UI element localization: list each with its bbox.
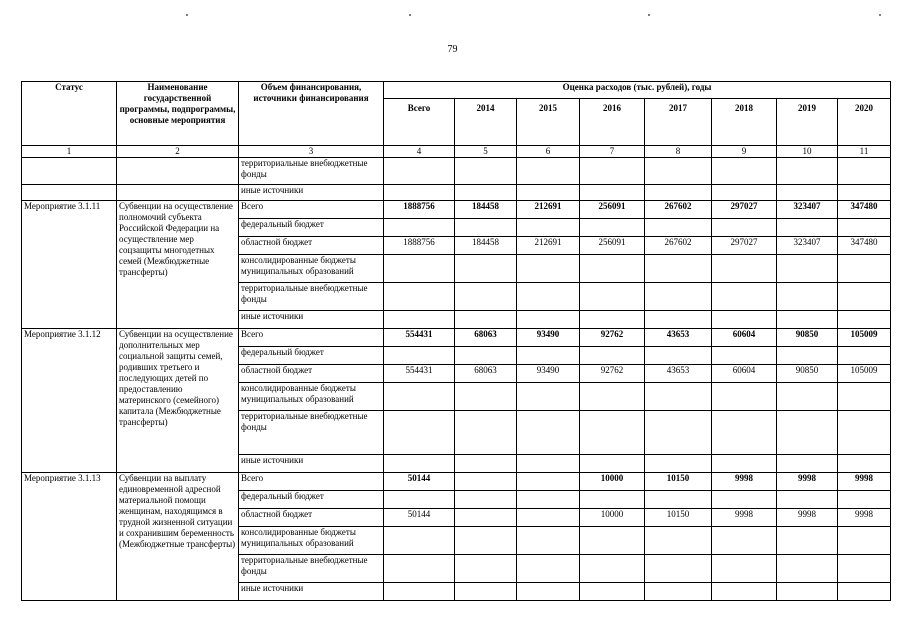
value-cell: 68063 xyxy=(455,329,517,347)
value-cell xyxy=(712,527,777,555)
value-cell xyxy=(777,455,838,473)
value-cell: 60604 xyxy=(712,365,777,383)
value-cell: 323407 xyxy=(777,201,838,219)
value-cell xyxy=(777,491,838,509)
value-cell xyxy=(645,347,712,365)
value-cell xyxy=(712,347,777,365)
value-cell xyxy=(777,527,838,555)
scan-speck xyxy=(186,14,188,16)
value-cell: 10150 xyxy=(645,473,712,491)
value-cell: 92762 xyxy=(580,365,645,383)
value-cell: 43653 xyxy=(645,365,712,383)
value-cell xyxy=(838,158,891,185)
value-cell xyxy=(580,583,645,601)
value-cell xyxy=(645,411,712,455)
source-cell: консолидированные бюджеты муниципальных образований xyxy=(239,255,384,283)
value-cell: 9998 xyxy=(838,473,891,491)
value-cell: 50144 xyxy=(384,509,455,527)
value-cell xyxy=(838,383,891,411)
value-cell: 93490 xyxy=(517,329,580,347)
value-cell xyxy=(712,283,777,311)
value-cell xyxy=(645,491,712,509)
value-cell xyxy=(580,383,645,411)
value-cell: 267602 xyxy=(645,237,712,255)
value-cell: 60604 xyxy=(712,329,777,347)
source-cell: территориальные внебюджетные фонды xyxy=(239,411,384,455)
value-cell xyxy=(384,219,455,237)
value-cell xyxy=(580,185,645,201)
column-number: 7 xyxy=(580,146,645,158)
header-year: 2018 xyxy=(712,99,777,146)
value-cell xyxy=(645,185,712,201)
value-cell xyxy=(712,455,777,473)
header-year: 2019 xyxy=(777,99,838,146)
value-cell xyxy=(712,411,777,455)
value-cell xyxy=(838,219,891,237)
header-name: Наименование государственной программы, подпрограммы, основные мероприятия xyxy=(117,82,239,146)
value-cell xyxy=(712,255,777,283)
value-cell xyxy=(384,158,455,185)
source-cell: иные источники xyxy=(239,455,384,473)
source-cell: областной бюджет xyxy=(239,365,384,383)
value-cell: 10150 xyxy=(645,509,712,527)
column-number: 3 xyxy=(239,146,384,158)
scan-speck xyxy=(409,14,411,16)
value-cell xyxy=(838,491,891,509)
value-cell xyxy=(838,255,891,283)
value-cell xyxy=(455,411,517,455)
value-cell xyxy=(455,158,517,185)
value-cell xyxy=(580,555,645,583)
value-cell xyxy=(517,583,580,601)
table-row xyxy=(22,329,891,347)
value-cell xyxy=(580,455,645,473)
value-cell xyxy=(645,158,712,185)
value-cell xyxy=(517,411,580,455)
value-cell xyxy=(455,455,517,473)
header-estimate: Оценка расходов (тыс. рублей), годы xyxy=(384,82,891,99)
value-cell: 323407 xyxy=(777,237,838,255)
column-number: 6 xyxy=(517,146,580,158)
source-cell: иные источники xyxy=(239,185,384,201)
value-cell: 9998 xyxy=(712,509,777,527)
column-number: 8 xyxy=(645,146,712,158)
value-cell xyxy=(645,383,712,411)
header-year: 2016 xyxy=(580,99,645,146)
value-cell xyxy=(517,311,580,329)
value-cell xyxy=(645,455,712,473)
value-cell xyxy=(838,555,891,583)
value-cell xyxy=(838,185,891,201)
source-cell: федеральный бюджет xyxy=(239,491,384,509)
value-cell xyxy=(517,473,580,491)
value-cell xyxy=(517,555,580,583)
value-cell xyxy=(455,509,517,527)
value-cell xyxy=(580,527,645,555)
column-number: 5 xyxy=(455,146,517,158)
value-cell xyxy=(517,219,580,237)
value-cell xyxy=(384,311,455,329)
value-cell: 1888756 xyxy=(384,201,455,219)
value-cell xyxy=(455,185,517,201)
value-cell: 9998 xyxy=(838,509,891,527)
value-cell: 10000 xyxy=(580,473,645,491)
value-cell: 256091 xyxy=(580,237,645,255)
value-cell xyxy=(384,255,455,283)
header-year: 2017 xyxy=(645,99,712,146)
budget-table xyxy=(21,81,891,601)
value-cell xyxy=(580,158,645,185)
name-cell xyxy=(117,185,239,201)
value-cell xyxy=(455,219,517,237)
value-cell xyxy=(645,283,712,311)
value-cell xyxy=(777,555,838,583)
value-cell xyxy=(777,219,838,237)
value-cell xyxy=(777,583,838,601)
value-cell: 184458 xyxy=(455,201,517,219)
value-cell xyxy=(517,455,580,473)
source-cell: территориальные внебюджетные фонды xyxy=(239,283,384,311)
value-cell xyxy=(517,491,580,509)
value-cell xyxy=(712,311,777,329)
value-cell xyxy=(580,411,645,455)
header-year: 2014 xyxy=(455,99,517,146)
value-cell xyxy=(838,411,891,455)
scan-speck xyxy=(879,14,881,16)
value-cell xyxy=(384,555,455,583)
source-cell: Всего xyxy=(239,473,384,491)
value-cell xyxy=(455,255,517,283)
value-cell xyxy=(384,455,455,473)
source-cell: областной бюджет xyxy=(239,509,384,527)
table-row xyxy=(22,201,891,219)
value-cell xyxy=(838,311,891,329)
value-cell: 93490 xyxy=(517,365,580,383)
value-cell xyxy=(712,158,777,185)
value-cell xyxy=(712,583,777,601)
value-cell xyxy=(455,491,517,509)
value-cell: 212691 xyxy=(517,237,580,255)
value-cell: 50144 xyxy=(384,473,455,491)
name-cell xyxy=(117,158,239,185)
value-cell: 297027 xyxy=(712,237,777,255)
value-cell xyxy=(777,383,838,411)
header-year: 2015 xyxy=(517,99,580,146)
value-cell xyxy=(838,347,891,365)
value-cell xyxy=(455,383,517,411)
value-cell xyxy=(517,509,580,527)
value-cell xyxy=(645,583,712,601)
measure-status: Мероприятие 3.1.11 xyxy=(22,201,117,329)
value-cell: 90850 xyxy=(777,365,838,383)
value-cell xyxy=(777,311,838,329)
table-row xyxy=(22,473,891,491)
value-cell: 347480 xyxy=(838,237,891,255)
value-cell xyxy=(455,527,517,555)
value-cell xyxy=(384,583,455,601)
value-cell: 9998 xyxy=(777,509,838,527)
source-cell: областной бюджет xyxy=(239,237,384,255)
value-cell xyxy=(517,383,580,411)
source-cell: федеральный бюджет xyxy=(239,347,384,365)
value-cell: 256091 xyxy=(580,201,645,219)
value-cell xyxy=(712,555,777,583)
value-cell xyxy=(580,255,645,283)
value-cell: 92762 xyxy=(580,329,645,347)
value-cell xyxy=(580,219,645,237)
value-cell xyxy=(455,283,517,311)
source-cell: территориальные внебюджетные фонды xyxy=(239,555,384,583)
value-cell xyxy=(455,473,517,491)
value-cell xyxy=(645,219,712,237)
value-cell xyxy=(645,527,712,555)
value-cell xyxy=(580,491,645,509)
column-number: 4 xyxy=(384,146,455,158)
value-cell: 554431 xyxy=(384,365,455,383)
value-cell xyxy=(838,283,891,311)
table-row xyxy=(22,158,891,185)
value-cell xyxy=(580,347,645,365)
value-cell xyxy=(712,383,777,411)
value-cell xyxy=(517,347,580,365)
value-cell xyxy=(838,583,891,601)
value-cell xyxy=(517,255,580,283)
value-cell xyxy=(455,583,517,601)
value-cell xyxy=(777,255,838,283)
column-number: 9 xyxy=(712,146,777,158)
value-cell: 43653 xyxy=(645,329,712,347)
header-total: Всего xyxy=(384,99,455,146)
value-cell: 212691 xyxy=(517,201,580,219)
value-cell xyxy=(777,347,838,365)
column-number: 2 xyxy=(117,146,239,158)
source-cell: иные источники xyxy=(239,311,384,329)
value-cell xyxy=(517,158,580,185)
value-cell xyxy=(517,185,580,201)
value-cell xyxy=(712,491,777,509)
value-cell: 105009 xyxy=(838,329,891,347)
source-cell: территориальные внебюджетные фонды xyxy=(239,158,384,185)
source-cell: консолидированные бюджеты муниципальных образований xyxy=(239,527,384,555)
value-cell xyxy=(517,283,580,311)
value-cell: 1888756 xyxy=(384,237,455,255)
measure-status: Мероприятие 3.1.13 xyxy=(22,473,117,601)
value-cell: 68063 xyxy=(455,365,517,383)
value-cell xyxy=(455,555,517,583)
value-cell xyxy=(777,158,838,185)
value-cell xyxy=(838,455,891,473)
header-financing: Объем финансирования, источники финансирования xyxy=(239,82,384,146)
value-cell xyxy=(455,347,517,365)
value-cell xyxy=(384,411,455,455)
column-number: 1 xyxy=(22,146,117,158)
value-cell xyxy=(777,411,838,455)
measure-status: Мероприятие 3.1.12 xyxy=(22,329,117,473)
value-cell xyxy=(712,185,777,201)
page-number: 79 xyxy=(447,44,458,55)
value-cell: 554431 xyxy=(384,329,455,347)
value-cell xyxy=(517,527,580,555)
value-cell xyxy=(838,527,891,555)
value-cell: 347480 xyxy=(838,201,891,219)
value-cell xyxy=(455,311,517,329)
source-cell: Всего xyxy=(239,329,384,347)
measure-name: Субвенции на осуществление полномочий субъекта Российской Федерации на осуществление мер соцзащиты многодетных семей (Межбюджетные трансферты) xyxy=(117,201,239,329)
value-cell xyxy=(645,555,712,583)
value-cell xyxy=(580,283,645,311)
measure-name: Субвенции на выплату единовременной адресной материальной помощи женщинам, находящимся в трудной жизненной ситуации и сохранившим беременность (Межбюджетные трансферты) xyxy=(117,473,239,601)
source-cell: иные источники xyxy=(239,583,384,601)
measure-name: Субвенции на осуществление дополнительных мер социальной защиты семей, родивших третьего и последующих детей по предоставлению материнского (семейного) капитала (Межбюджетные трансферты) xyxy=(117,329,239,473)
value-cell xyxy=(384,383,455,411)
value-cell: 90850 xyxy=(777,329,838,347)
header-year: 2020 xyxy=(838,99,891,146)
status-cell xyxy=(22,158,117,185)
value-cell xyxy=(580,311,645,329)
value-cell: 10000 xyxy=(580,509,645,527)
header-status: Статус xyxy=(22,82,117,146)
value-cell: 105009 xyxy=(838,365,891,383)
column-number: 11 xyxy=(838,146,891,158)
value-cell: 9998 xyxy=(712,473,777,491)
value-cell: 9998 xyxy=(777,473,838,491)
value-cell xyxy=(384,185,455,201)
value-cell xyxy=(384,347,455,365)
column-number: 10 xyxy=(777,146,838,158)
source-cell: Всего xyxy=(239,201,384,219)
table-row xyxy=(22,185,891,201)
value-cell xyxy=(384,491,455,509)
value-cell: 184458 xyxy=(455,237,517,255)
value-cell xyxy=(384,527,455,555)
scan-speck xyxy=(648,14,650,16)
value-cell xyxy=(777,185,838,201)
source-cell: федеральный бюджет xyxy=(239,219,384,237)
value-cell xyxy=(645,255,712,283)
value-cell: 267602 xyxy=(645,201,712,219)
value-cell xyxy=(712,219,777,237)
value-cell: 297027 xyxy=(712,201,777,219)
value-cell xyxy=(777,283,838,311)
value-cell xyxy=(384,283,455,311)
status-cell xyxy=(22,185,117,201)
value-cell xyxy=(645,311,712,329)
source-cell: консолидированные бюджеты муниципальных образований xyxy=(239,383,384,411)
